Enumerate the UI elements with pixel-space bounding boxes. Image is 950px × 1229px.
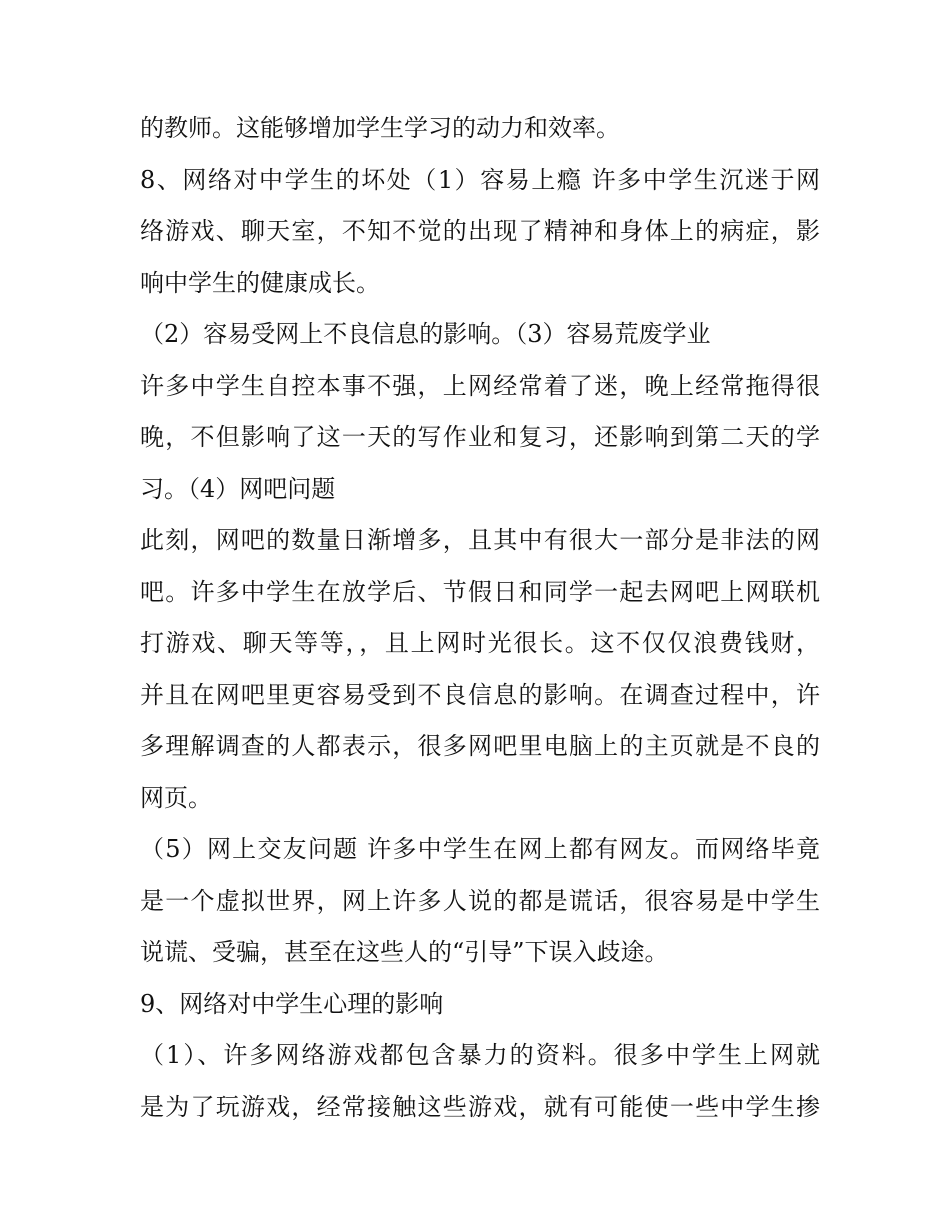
text-line-18: 9、网络对中学生心理的影响 [140, 989, 444, 1018]
text-line-6: 许多中学生自控本事不强，上网经常着了迷，晚上经常拖得很 [140, 371, 820, 400]
text-line-5: （2）容易受网上不良信息的影响。（3）容易荒废学业 [140, 320, 711, 348]
text-line-13: 多理解调查的人都表示，很多网吧里电脑上的主页就是不良的 [140, 732, 820, 760]
text-line-16: 是一个虚拟世界，网上许多人说的都是谎话，很容易是中学生 [140, 886, 820, 915]
text-line-8: 习。（4）网吧问题 [140, 474, 336, 503]
text-line-20: 是为了玩游戏，经常接触这些游戏，就有可能使一些中学生掺 [140, 1092, 820, 1121]
text-line-19: （1）、许多网络游戏都包含暴力的资料。很多中学生上网就 [140, 1041, 820, 1069]
text-line-9: 此刻，网吧的数量日渐增多，且其中有很大一部分是非法的网 [140, 526, 820, 554]
text-line-1: 的教师。这能够增加学生学习的动力和效率。 [140, 114, 620, 142]
text-line-15: （5）网上交友问题 许多中学生在网上都有网友。而网络毕竟 [140, 835, 820, 863]
text-line-14: 网页。 [140, 783, 212, 812]
document-body [140, 103, 820, 1133]
text-line-7: 晚，不但影响了这一天的写作业和复习，还影响到第二天的学 [140, 423, 820, 451]
text-line-11: 打游戏、聊天等等，，且上网时光很长。这不仅仅浪费钱财， [140, 629, 820, 657]
text-line-4: 响中学生的健康成长。 [140, 268, 380, 297]
text-line-3: 络游戏、聊天室，不知不觉的出现了精神和身体上的病症，影 [140, 217, 820, 245]
text-line-2: 8、网络对中学生的坏处（1）容易上瘾 许多中学生沉迷于网 [140, 165, 820, 194]
text-line-17: 说谎、受骗，甚至在这些人的“引导”下误入歧途。 [140, 938, 669, 966]
text-line-10: 吧。许多中学生在放学后、节假日和同学一起去网吧上网联机 [140, 577, 820, 606]
text-line-12: 并且在网吧里更容易受到不良信息的影响。在调查过程中，许 [140, 680, 820, 709]
